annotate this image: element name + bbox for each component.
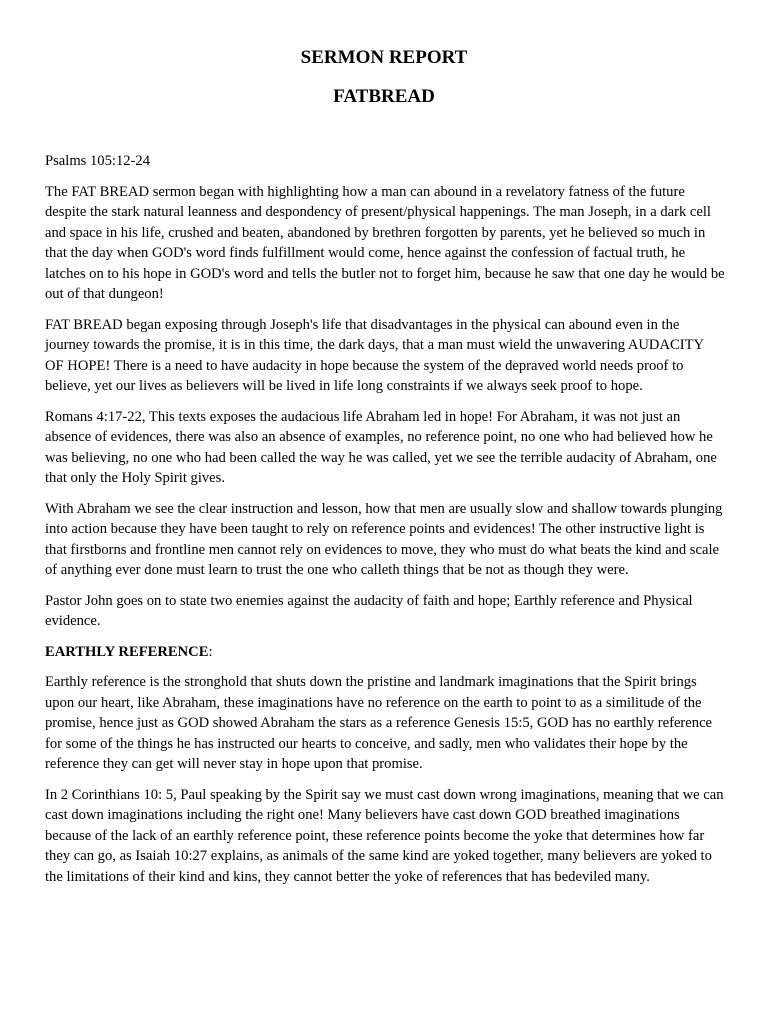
section-heading: EARTHLY REFERENCE bbox=[45, 643, 209, 660]
document-subtitle: FATBREAD bbox=[333, 86, 435, 107]
scripture-reference: Psalms 105:12-24 bbox=[45, 153, 150, 169]
paragraph-5: Pastor John goes on to state two enemies against the audacity of faith and hope; Earthly reference and Physical evidence. bbox=[45, 592, 693, 629]
section-paragraph-1: Earthly reference is the stronghold that shuts down the pristine and landmark imaginations that the Spirit brings upon our heart, like Abraham, these imaginations have no reference on the earth to point to as a similitude of the promise, hence just as GOD showed Abraham the stars as a reference Genesis 15:5, GOD has no earthly reference for some of the things he has instructed our hearts to conceive, and sadly, men who validates their hope by the reference they can get will never stay in hope upon that promise. bbox=[45, 674, 713, 772]
section-heading-line bbox=[45, 642, 725, 663]
paragraph-1: The FAT BREAD sermon began with highlighting how a man can abound in a revelatory fatness of the future despite the stark natural leanness and despondency of present/physical happenings. The man Joseph, in a dark cell and space in his life, crushed and beaten, abandoned by brethren forgotten by parents, yet he believed so much in that the day when GOD's word finds fulfillment would come, hence against the confession of factual truth, he latches on to his hope in GOD's word and tells the butler not to forget him, because he saw that one day he would be out of that dungeon! bbox=[45, 183, 725, 302]
section-heading-colon: : bbox=[208, 643, 213, 660]
paragraph-2: FAT BREAD began exposing through Joseph's life that disadvantages in the physical can abound even in the journey towards the promise, it is in this time, the dark days, that a man must wield the unwavering AUDACITY OF HOPE! There is a need to have audacity in hope because the system of the depraved world needs proof to believe, yet our lives as believers will be lived in life long constraints if we always seek proof to hope. bbox=[45, 316, 704, 394]
paragraph-3: Romans 4:17-22, This texts exposes the audacious life Abraham led in hope! For Abraham, it was not just an absence of evidences, there was also an absence of examples, no reference point, no one who had believed how he was believing, no one who had been called the way he was called, yet we see the terrible audacity of Abraham, one that only the Holy Spirit gives. bbox=[45, 408, 717, 486]
document-title: SERMON REPORT bbox=[300, 47, 468, 68]
section-paragraph-2: In 2 Corinthians 10: 5, Paul speaking by the Spirit say we must cast down wrong imaginations, meaning that we can cast down imaginations including the right one! Many believers have cast down GOD breathed imaginations because of the lack of an earthly reference point, these reference points become the yoke that determines how far they can go, as Isaiah 10:27 explains, as animals of the same kind are yoked together, many believers are yoked to the limitations of their kind and kins, they cannot better the yoke of references that has bedeviled many. bbox=[45, 786, 724, 885]
document-body bbox=[45, 151, 725, 897]
paragraph-4: With Abraham we see the clear instruction and lesson, how that men are usually slow and shallow towards plunging into action because they have been taught to rely on reference points and evidences! The other instructive light is that firstborns and frontline men cannot rely on evidences to move, they who must do what beats the kind and scale of anything ever done must learn to trust the one who calleth things that be not as though they were. bbox=[45, 500, 723, 578]
